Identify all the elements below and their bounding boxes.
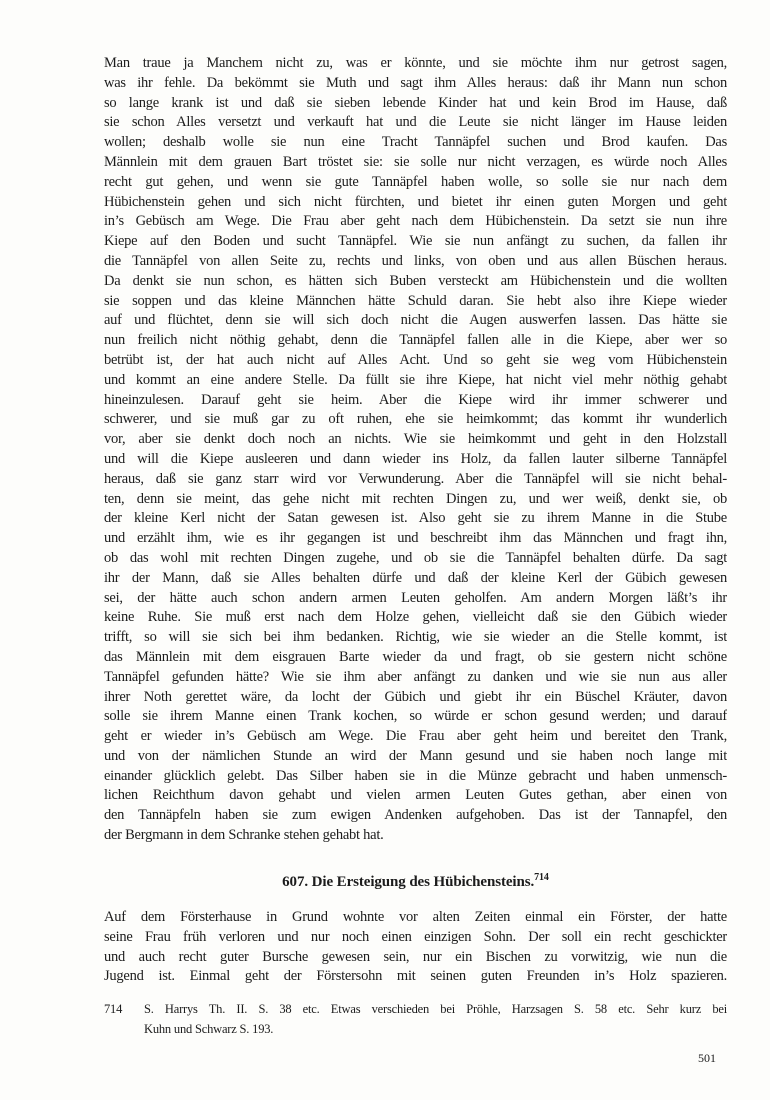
story-paragraph-tannapfel: [104, 54, 727, 846]
text-line: der kleine Kerl nicht der Satan gewesen ist. Also geht sie zu ihrem Manne in die Stube: [104, 510, 727, 527]
text-line: lichen Reichthum davon gehabt und vielen armen Leuten Gutes gethan, aber einen von: [104, 787, 727, 804]
footnote-text: [144, 999, 727, 1039]
footnote: [104, 999, 727, 1039]
text-line: den Tannäpfeln haben sie zum ewigen Andenken aufgehoben. Das ist der Tannapfel, den: [104, 807, 727, 824]
text-line: und kommt an eine andere Stelle. Da füllt sie ihre Kiepe, hat nicht viel mehr nöthig gehabt: [104, 371, 727, 388]
text-line: seine Frau früh verloren und nur noch einen einzigen Sohn. Der soll ein recht geschickter: [104, 928, 727, 945]
text-line: ihrer Noth gerettet wäre, da locht der Gübich und giebt ihr ein Büschel Kräuter, davon: [104, 688, 727, 705]
text-line: so lange krank ist und daß sie sieben lebende Kinder hat und kein Brod im Hause, daß: [104, 94, 727, 111]
page-number: 501: [698, 1051, 716, 1065]
story-paragraph-ersteigung: [104, 908, 727, 987]
text-line: Tannäpfel gefunden hätte? Wie sie ihm aber anfängt zu danken und wie sie nun aus aller: [104, 668, 727, 685]
text-line: trifft, so will sie sich bei ihm bedanken. Richtig, wie sie wieder an die Stelle kommt, ist: [104, 629, 727, 646]
text-line: schwerer, und sie muß gar zu oft ruhen, ehe sie heimkommt; das kommt ihr wunderlich: [104, 411, 727, 428]
footnote-number: 714: [104, 1002, 123, 1016]
text-line: keine Ruhe. Sie muß erst nach dem Holze gehen, vielleicht daß sie den Gübich wieder: [104, 609, 727, 626]
text-line: ihr der Mann, daß sie Alles behalten dürfe und daß der kleine Kerl der Gübich gewesen: [104, 569, 727, 586]
text-line: vor, aber sie denkt doch noch an nichts. Wie sie heimkommt und geht in den Holzstall: [104, 431, 727, 448]
text-line: in’s Gebüsch am Wege. Die Frau aber geht nach dem Hübichenstein. Da setzt sie nun ihre: [104, 213, 727, 230]
text-line: S. Harrys Th. II. S. 38 etc. Etwas verschieden bei Pröhle, Harzsagen S. 58 etc. Sehr kurz bei: [144, 1002, 727, 1016]
text-line: Auf dem Försterhause in Grund wohnte vor alten Zeiten einmal ein Förster, der hatte: [104, 909, 727, 925]
text-line: Jugend ist. Einmal geht der Förstersohn mit seinen guten Freunden in’s Holz spazieren.: [104, 968, 727, 985]
text-line: der Bergmann in dem Schranke stehen gehabt hat.: [104, 827, 384, 844]
text-line: recht gut gehen, und wenn sie gute Tannäpfel haben wolle, so solle sie nur nach dem: [104, 173, 727, 190]
text-line: sie soppen und das kleine Männchen hätte Schuld daran. Sie hebt also ihre Kiepe wieder: [104, 292, 727, 309]
text-line: Hübichenstein gehen und sich nicht fürchten, und bietet ihr einen guten Morgen und geht: [104, 193, 727, 210]
footnote-reference: 714: [534, 872, 549, 883]
text-line: und von der nämlichen Stunde an wird der Mann gesund und sie haben noch lange mit: [104, 747, 727, 764]
text-line: einander glücklich gelebt. Das Silber haben sie in die Münze gebracht und haben unmensch-: [104, 767, 727, 784]
text-line: ten, denn sie meint, das gehe nicht mit rechten Dingen zu, und wer weiß, denkt sie, ob: [104, 490, 727, 507]
text-line: Kiepe auf den Boden und sucht Tannäpfel. Wie sie nun anfängt zu suchen, da fallen ihr: [104, 233, 727, 250]
text-line: auf und flüchtet, denn sie will sich doch nicht die Augen auswerfen lassen. Das hätte sie: [104, 312, 727, 329]
text-line: Kuhn und Schwarz S. 193.: [144, 1022, 274, 1036]
text-line: ob das wohl mit rechten Dingen zugehe, und ob sie die Tannäpfel behalten dürfe. Da sagt: [104, 549, 727, 566]
text-line: was ihr fehle. Da bekömmt sie Muth und sagt ihm Alles heraus: daß ihr Mann nun schon: [104, 74, 727, 91]
text-line: nun freilich nicht nöthig gehabt, denn die Tannäpfel fallen alle in die Kiepe, aber wer so: [104, 332, 727, 349]
text-line: und auch recht guter Bursche gewesen sein, nur ein Bischen zu vorwitzig, wie nun die: [104, 948, 727, 965]
text-line: geht er wieder in’s Gebüsch am Wege. Die Frau aber geht heim und bereitet den Trank,: [104, 728, 727, 745]
text-line: heraus, daß sie ganz starr wird vor Verwunderung. Aber die Tannäpfel will sie nicht behal-: [104, 470, 727, 487]
text-line: betrübt ist, der hat auch nicht auf Alles Acht. Und so geht sie weg vom Hübichenstein: [104, 351, 727, 368]
text-line: Man traue ja Manchem nicht zu, was er könnte, und sie möchte ihm nur getrost sagen,: [104, 55, 727, 71]
text-line: und will die Kiepe ausleeren und dann wieder ins Holz, da fallen lauter silberne Tannäpfel: [104, 450, 727, 467]
text-line: sie schon Alles versetzt und verkauft hat und die Leute sie nicht länger im Hause leiden: [104, 114, 727, 131]
section-heading: [104, 872, 727, 892]
text-line: wollen; deshalb wolle sie nun eine Tracht Tannäpfel suchen und Brod kaufen. Das: [104, 134, 727, 151]
text-line: solle sie ihrem Manne einen Trank kochen, so würde er schon gesund werden; und darauf: [104, 708, 727, 725]
text-line: das Männlein mit dem eisgrauen Barte wieder da und fragt, ob sie gestern nicht schöne: [104, 648, 727, 665]
text-line: Da denkt sie nun schon, es hätten sich Buben versteckt am Hübichenstein und die wollten: [104, 272, 727, 289]
section-heading-text: 607. Die Ersteigung des Hübichensteins.: [282, 874, 535, 890]
text-line: die Tannäpfel von allen Seite zu, rechts und links, von oben und aus allen Büschen heraus.: [104, 252, 727, 269]
text-line: und erzählt ihm, wie es ihr gegangen ist und beschreibt ihm das Männchen und fragt ihn,: [104, 530, 727, 547]
text-line: hineinzulesen. Darauf geht sie heim. Aber die Kiepe wird ihr immer schwerer und: [104, 391, 727, 408]
text-line: sei, der hätte auch schon andern armen Leuten geholfen. Am andern Morgen läßt’s ihr: [104, 589, 727, 606]
text-line: Männlein mit dem grauen Bart tröstet sie: sie solle nur nicht verzagen, es würde noch Alles: [104, 153, 727, 170]
